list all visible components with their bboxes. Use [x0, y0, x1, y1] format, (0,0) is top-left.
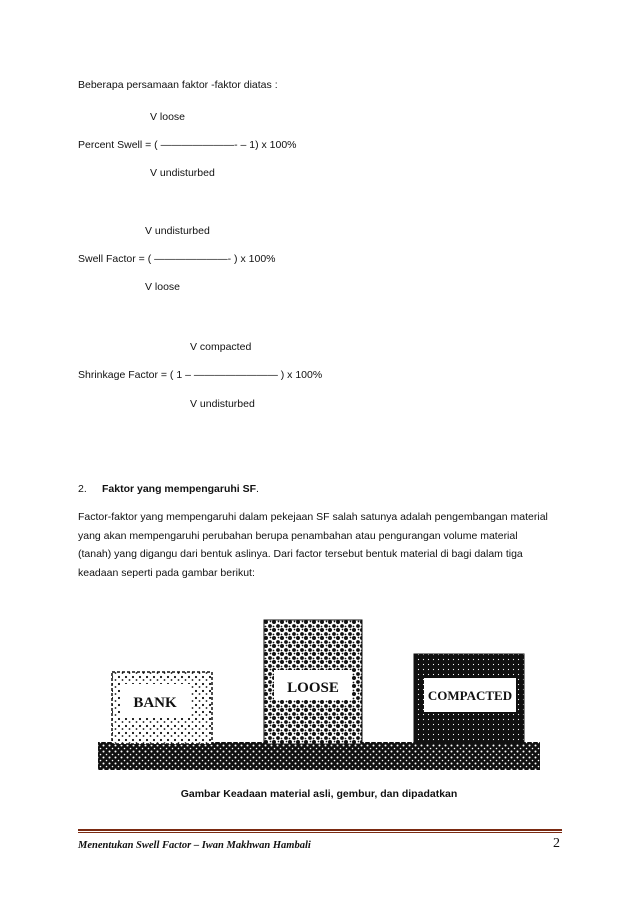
loose-label: LOOSE [287, 680, 339, 696]
section-number: 2. [78, 483, 87, 495]
body-paragraph [78, 508, 568, 582]
eq1-numerator: V loose [150, 111, 186, 123]
section-title-suffix: . [256, 483, 259, 495]
section-heading [102, 482, 259, 496]
figure-caption: Gambar Keadaan material asli, gembur, dan dipadatkan [180, 788, 458, 800]
eq1-formula: Percent Swell = ( ———————- – 1) x 100% [78, 139, 297, 151]
page-number: 2 [553, 836, 560, 851]
section-title: Faktor yang mempengaruhi SF [102, 483, 257, 495]
paragraph-line: yang akan mempengaruhi perubahan berupa penambahan atau pengurangan volume material [78, 529, 518, 542]
material-states-figure [96, 612, 542, 772]
eq2-formula: Swell Factor = ( ———————- ) x 100% [78, 253, 276, 265]
eq2-numerator: V undisturbed [145, 225, 210, 237]
compacted-block [414, 654, 524, 744]
eq1-denominator: V undisturbed [150, 167, 215, 179]
footer-rule [78, 829, 562, 831]
bank-label: BANK [133, 695, 177, 711]
ground-strip [98, 742, 540, 770]
eq3-numerator: V compacted [190, 341, 252, 353]
footer-text: Menentukan Swell Factor – Iwan Makhwan Hambali [78, 840, 311, 851]
paragraph-line: Factor-faktor yang mempengaruhi dalam pekejaan SF salah satunya adalah pengembangan material [78, 511, 548, 523]
loose-block [264, 620, 362, 744]
paragraph-line: keadaan seperti pada gambar berikut: [78, 566, 255, 579]
paragraph-line: (tanah) yang digangu dari bentuk aslinya. Dari factor tersebut bentuk material di bagi dalam tiga [78, 548, 523, 560]
bank-block [112, 672, 212, 744]
footer-rule-thin [78, 832, 562, 833]
intro-text: Beberapa persamaan faktor -faktor diatas : [78, 79, 278, 91]
compacted-label: COMPACTED [427, 688, 513, 703]
eq3-denominator: V undisturbed [190, 398, 255, 410]
eq2-denominator: V loose [145, 281, 181, 293]
eq3-formula: Shrinkage Factor = ( 1 – ———————— ) x 100% [78, 369, 323, 381]
